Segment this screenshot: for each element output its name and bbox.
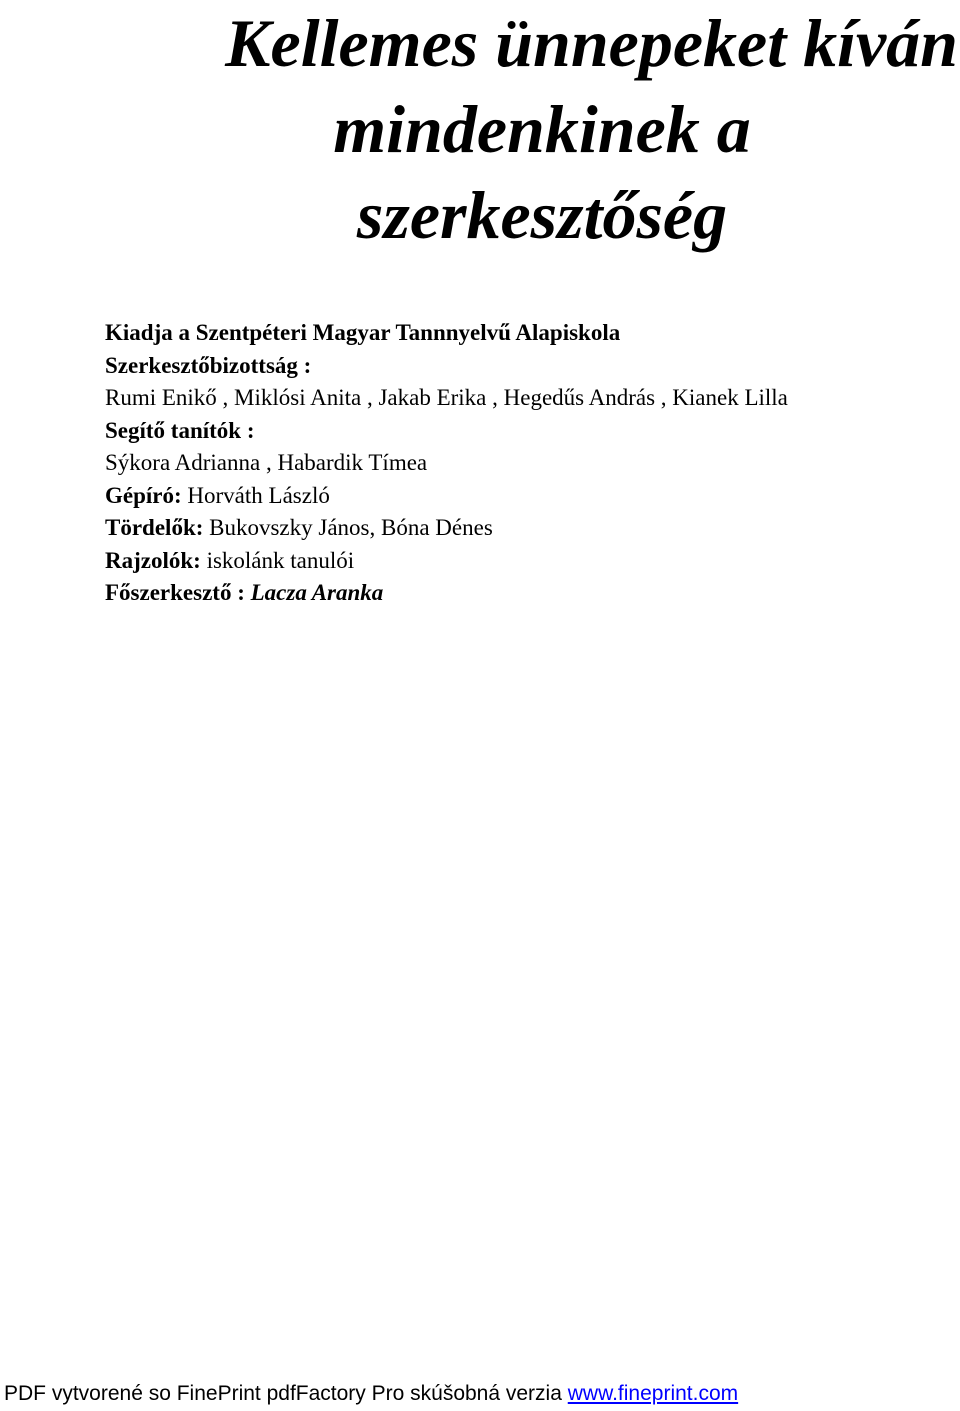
pdf-footer xyxy=(4,1380,960,1408)
typist-label: Gépíró: xyxy=(105,482,182,508)
credits-block xyxy=(105,317,945,610)
title-line-1: Kellemes ünnepeket kíván xyxy=(225,5,958,81)
typist-line xyxy=(105,480,945,513)
helper-teachers-label: Segítő tanítók : xyxy=(105,417,255,443)
editor-in-chief-line xyxy=(105,577,945,610)
fineprint-link[interactable]: www.fineprint.com xyxy=(567,1382,739,1405)
typist-name: Horváth László xyxy=(187,482,330,508)
title-line-3: szerkesztőség xyxy=(356,177,728,253)
helper-teachers-names: Sýkora Adrianna , Habardik Tímea xyxy=(105,450,428,475)
illustrators-line xyxy=(105,545,945,578)
illustrators-names: iskolánk tanulói xyxy=(206,547,355,573)
illustrators-label: Rajzolók: xyxy=(105,547,201,573)
editorial-board-label: Szerkesztőbizottság : xyxy=(105,352,312,378)
editorial-board-members: Rumi Enikő , Miklósi Anita , Jakab Erika , Hegedűs András , Kianek Lilla xyxy=(105,385,788,410)
editor-in-chief-name: Lacza Aranka xyxy=(250,580,384,605)
layout-line xyxy=(105,512,945,545)
page-title xyxy=(0,0,960,258)
footer-text: PDF vytvorené so FinePrint pdfFactory Pro skúšobná verzia xyxy=(4,1382,562,1405)
title-line-2: mindenkinek a xyxy=(333,91,751,167)
publisher-line: Kiadja a Szentpéteri Magyar Tannnyelvű Alapiskola xyxy=(105,320,621,345)
editor-in-chief-label: Főszerkesztő : xyxy=(105,580,245,605)
layout-label: Tördelők: xyxy=(105,515,204,540)
layout-names: Bukovszky János, Bóna Dénes xyxy=(209,515,493,540)
